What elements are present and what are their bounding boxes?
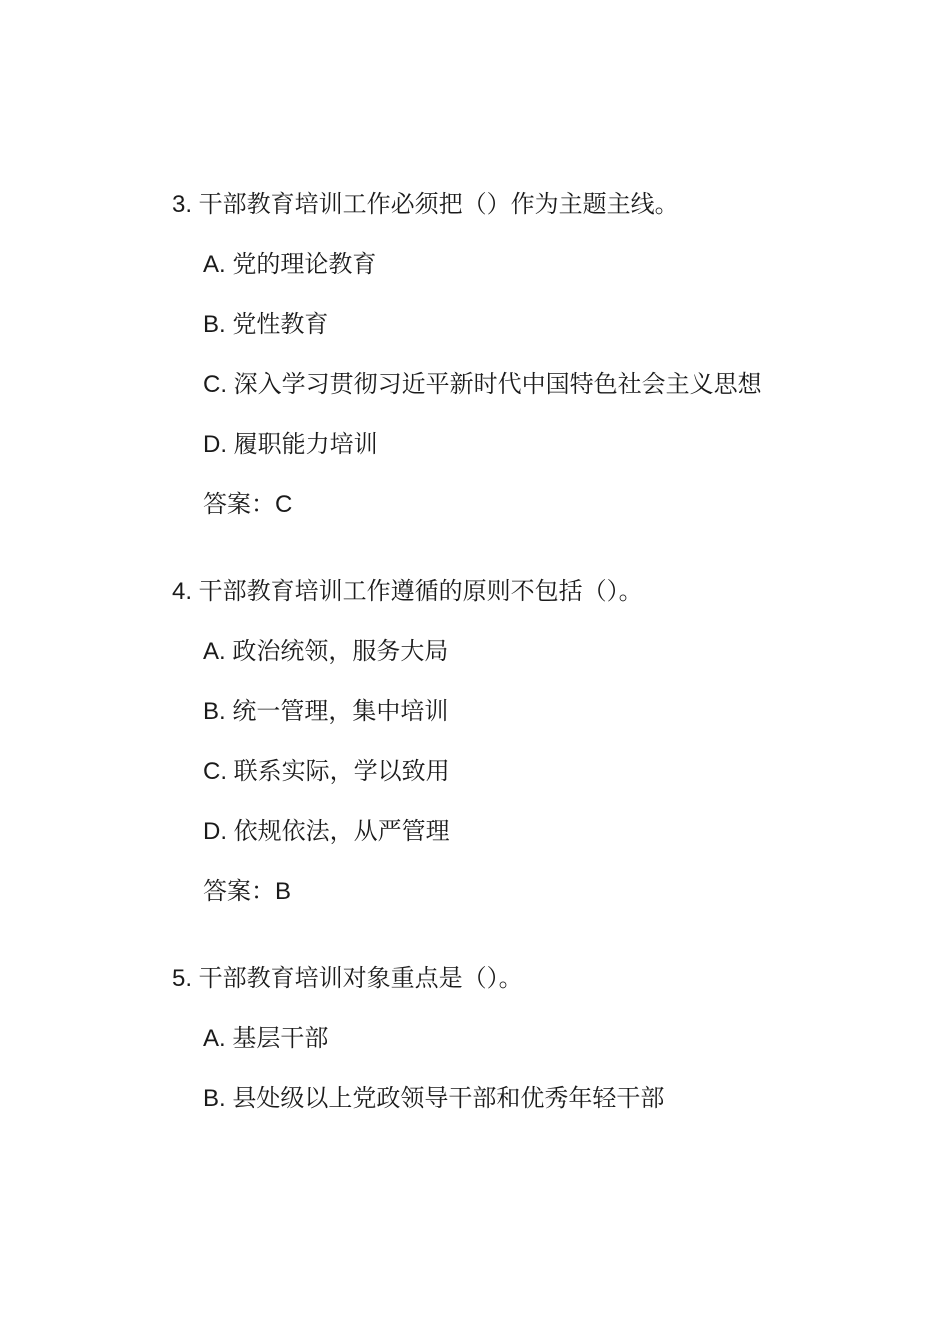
question-block-5 xyxy=(0,964,950,1114)
question-stem: 3. 干部教育培训工作必须把（）作为主题主线。 xyxy=(172,191,679,218)
option-b: B. 县处级以上党政领导干部和优秀年轻干部 xyxy=(203,1085,665,1112)
option-d: D. 依规依法，从严管理 xyxy=(203,818,450,845)
answer-line: 答案：C xyxy=(203,491,293,518)
option-b: B. 统一管理，集中培训 xyxy=(203,698,449,725)
option-a: A. 党的理论教育 xyxy=(203,251,377,278)
question-block-4 xyxy=(0,577,950,907)
option-d: D. 履职能力培训 xyxy=(203,431,378,458)
question-stem: 5. 干部教育培训对象重点是（）。 xyxy=(172,965,523,992)
question-block-3 xyxy=(0,190,950,520)
answer-line: 答案：B xyxy=(203,878,292,905)
option-c: C. 深入学习贯彻习近平新时代中国特色社会主义思想 xyxy=(203,371,762,398)
question-stem: 4. 干部教育培训工作遵循的原则不包括（）。 xyxy=(172,578,643,605)
option-a: A. 政治统领，服务大局 xyxy=(203,638,449,665)
option-c: C. 联系实际，学以致用 xyxy=(203,758,450,785)
option-b: B. 党性教育 xyxy=(203,311,329,338)
option-a: A. 基层干部 xyxy=(203,1025,329,1052)
